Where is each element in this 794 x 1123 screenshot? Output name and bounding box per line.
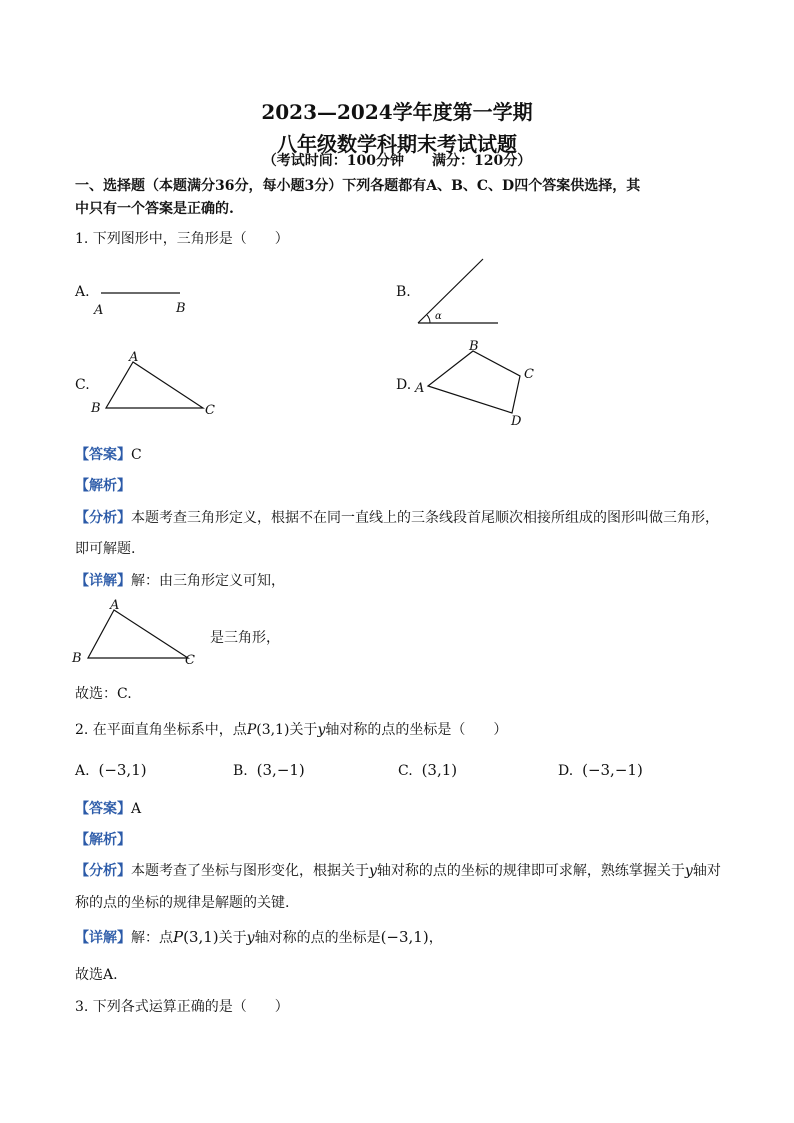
exam-title: 八年级数学科期末考试试题 [277,132,517,156]
option-value: (−3,−1) [582,761,643,779]
option-value: (3,−1) [256,761,305,779]
q1-fenxi-line1 [75,507,719,527]
angle-ray-oblique [418,259,483,323]
label-c: C [185,653,195,668]
quadrilateral-abcd [428,351,520,413]
label-c: C [205,403,215,418]
q2-analysis-tag: 【解析】 [75,832,131,848]
label-b: B [469,339,479,354]
detail-part1: 解：点 [131,930,173,946]
q1-detail-after: 是三角形， [210,630,280,646]
label-a: A [415,381,425,396]
q2-stem-post: 轴对称的点的坐标是（ ） [325,722,508,738]
q2-option-b [233,761,305,779]
detail-part2: 关于 [218,930,247,946]
label-b: B [176,301,186,316]
fenxi-part3: 轴对 [692,863,721,879]
triangle-abc [88,610,188,658]
label-a: A [94,303,104,318]
q1-detail-figure [68,596,208,668]
label-alpha: α [435,311,442,322]
q1-stem: 1. 下列图形中，三角形是（ ） [75,231,289,247]
detail-point: P [173,928,184,946]
label-a: A [129,350,139,365]
fenxi-part2: 轴对称的点的坐标的规律即可求解，熟练掌握关于 [376,863,685,879]
q2-stem [75,719,507,739]
label-b: B [91,401,101,416]
q3-stem: 3. 下列各式运算正确的是（ ） [75,999,289,1015]
q2-option-c [398,761,457,779]
q1-option-b-figure [410,256,510,328]
detail-part4: ， [428,930,443,946]
option-value: (3,1) [421,761,458,779]
q2-point: P [246,722,257,738]
answer-tag: 【答案】 [75,801,131,817]
answer-value: A [131,801,142,817]
q1-option-a-label: A. [75,284,90,300]
answer-value: C [131,447,142,463]
detail-y: y [246,930,255,946]
fenxi-tag: 【分析】 [75,510,131,526]
q1-option-c-figure [88,348,228,420]
q1-detail [75,570,285,590]
q1-option-d-label: D. [396,377,412,393]
q1-answer [75,444,142,464]
q2-y: y [317,722,326,738]
option-label: D. [558,763,574,779]
q1-fenxi-line2: 即可解题. [75,541,136,557]
q1-option-d-figure [410,336,550,432]
q2-fenxi-line1 [75,860,721,880]
option-value: (−3,1) [98,761,147,779]
option-label: A. [75,763,90,779]
q2-answer [75,798,141,818]
section-heading-line2: 中只有一个答案是正确的. [75,201,234,217]
q1-conclusion: 故选：C. [75,686,132,702]
option-label: C. [398,763,413,779]
option-label: B. [233,763,248,779]
label-c: C [524,367,534,382]
q2-option-a [75,761,147,779]
q2-fenxi-line2: 称的点的坐标的规律是解题的关键. [75,895,290,911]
q1-option-c-label: C. [75,377,90,393]
section-heading-line1: 一、选择题（本题满分36分，每小题3分）下列各题都有A、B、C、D四个答案供选择，其 [75,178,641,194]
answer-tag: 【答案】 [75,447,131,463]
fenxi-y1: y [369,863,377,879]
detail-tag: 【详解】 [75,573,131,589]
label-b: B [72,651,82,666]
q2-option-d [558,761,643,779]
q2-conclusion: 故选A. [75,967,118,983]
fenxi-part1: 本题考查了坐标与图形变化，根据关于 [131,863,369,879]
q1-analysis-tag: 【解析】 [75,478,131,494]
q2-stem-pre: 2. 在平面直角坐标系中，点 [75,722,247,738]
exam-info: （考试时间：100分钟 满分：120分） [262,153,532,169]
detail-coord: (3,1) [183,928,219,946]
label-d: D [511,414,522,429]
triangle-abc [106,362,203,408]
q2-stem-mid: 关于 [289,722,318,738]
q1-option-b-label: B. [396,284,411,300]
angle-arc [427,315,430,323]
label-a: A [110,598,120,613]
fenxi-text: 本题考查三角形定义，根据不在同一直线上的三条线段首尾顺次相接所组成的图形叫做三角形， [131,510,719,526]
detail-tag: 【详解】 [75,930,131,946]
year-title: 2023—2024学年度第一学期 [261,100,533,124]
detail-part3: 轴对称的点的坐标是 [254,930,381,946]
fenxi-tag: 【分析】 [75,863,131,879]
detail-text: 解：由三角形定义可知， [131,573,285,589]
fenxi-y2: y [684,863,693,879]
detail-result: (−3,1) [380,928,429,946]
q2-detail [75,927,443,947]
q1-option-a-figure [90,282,190,322]
q2-coord: (3,1) [256,722,290,738]
